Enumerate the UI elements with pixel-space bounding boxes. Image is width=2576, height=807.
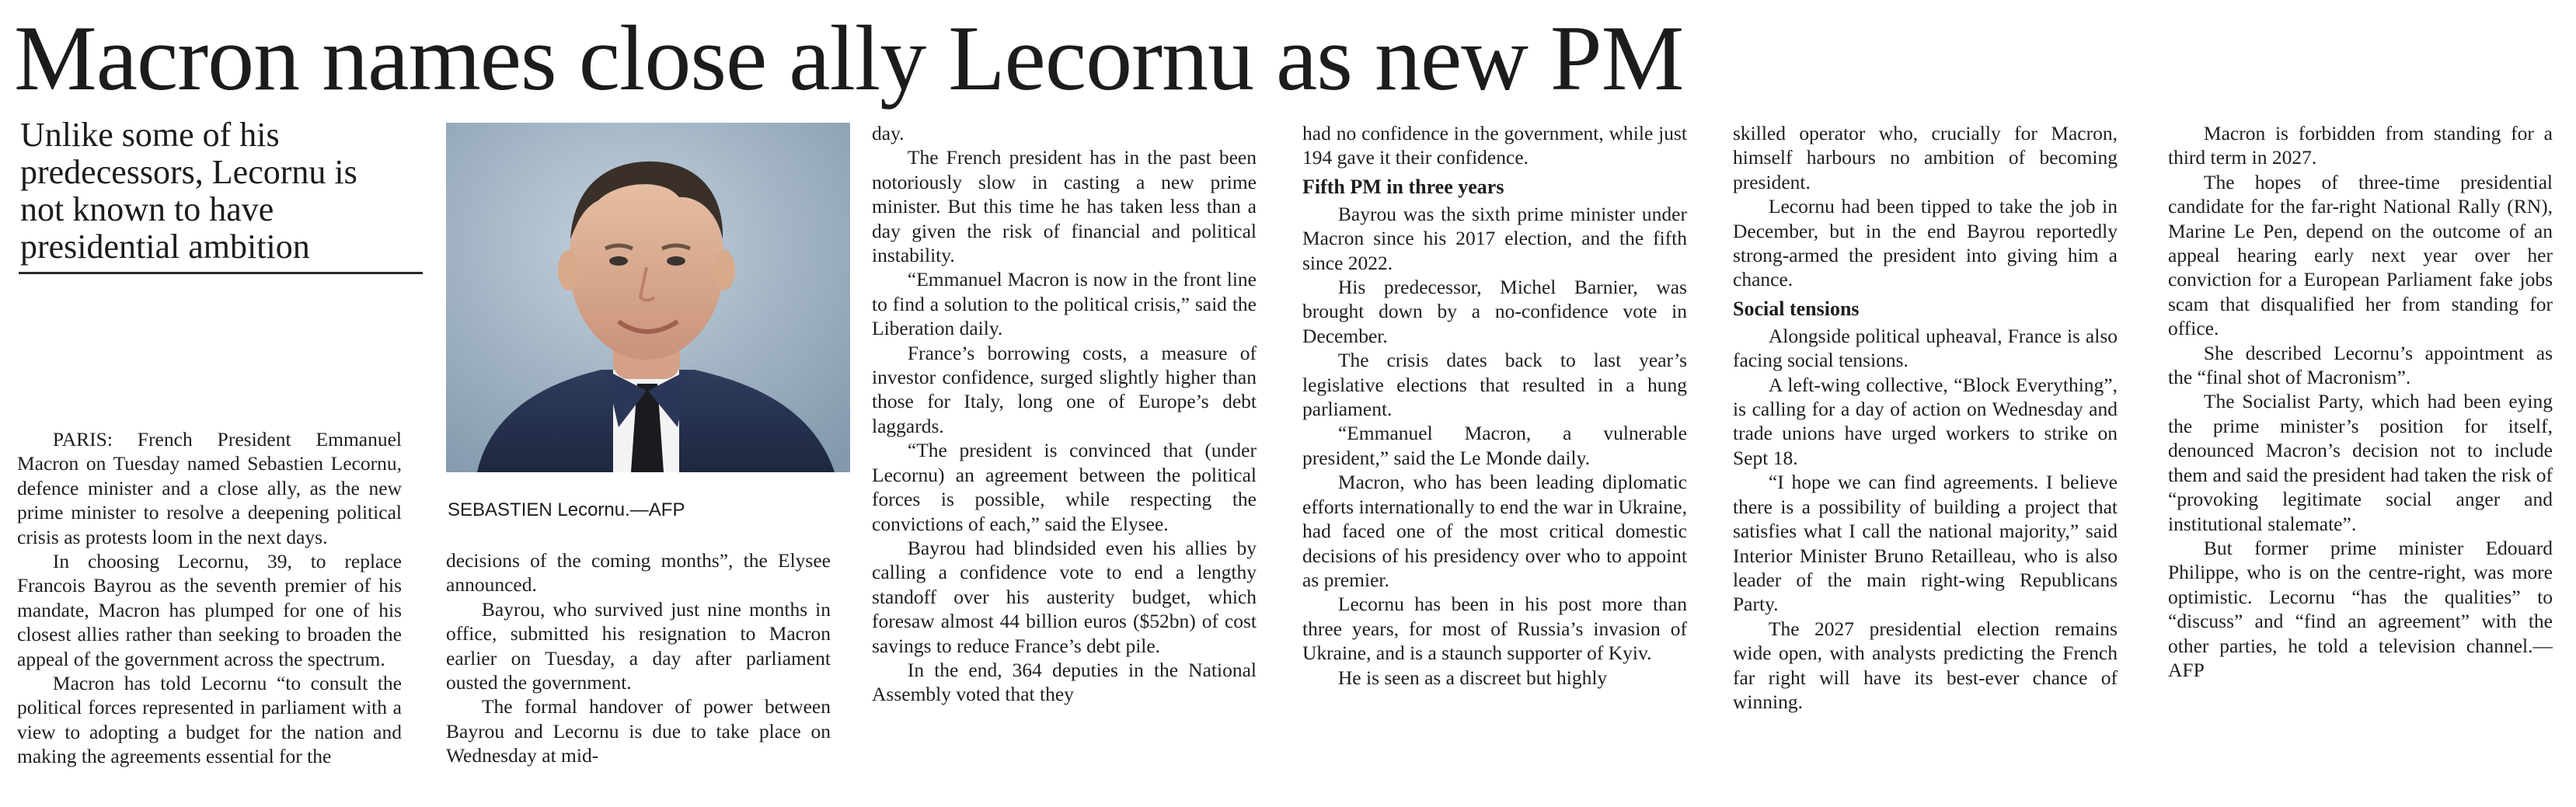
paragraph: Bayrou was the sixth prime minister under Macron since his 2017 election, and the fifth since 2022. (1302, 202, 1687, 274)
paragraph: Alongside political upheaval, France is also facing social tensions. (1733, 324, 2118, 372)
paragraph: decisions of the coming months”, the Elysee announced. (446, 549, 831, 597)
article-column-5 (1733, 121, 2118, 714)
paragraph: PARIS: French President Emmanuel Macron on Tuesday named Sebastien Lecornu, defence minister and a close ally, as the new prime minister to resolve a deepening political crisis as protests loom in the next days. (17, 428, 402, 548)
paragraph: Macron is forbidden from standing for a third term in 2027. (2168, 122, 2553, 169)
paragraph: Macron, who has been leading diplomatic efforts internationally to end the war in Ukraine, had faced one of the most critical domestic decisions of his presidency over who to appoint as premier. (1302, 471, 1687, 591)
paragraph: skilled operator who, crucially for Macron, himself harbours no ambition of becoming president. (1733, 122, 2118, 193)
paragraph: But former prime minister Edouard Philippe, who is on the centre-right, was more optimistic. Lecornu “has the qualities” to “discuss” and “find an agreement” with the other parties, he told a television channel.—AFP (2168, 536, 2553, 681)
paragraph: The 2027 presidential election remains wide open, with analysts predicting the French far right will have its best-ever chance of winning. (1733, 617, 2118, 713)
paragraph: Lecornu had been tipped to take the job in December, but in the end Bayrou reportedly strong-armed the president into giving him a chance. (1733, 195, 2118, 291)
article-column-6 (2168, 121, 2553, 682)
paragraph: had no confidence in the government, while just 194 gave it their confidence. (1302, 122, 1687, 169)
paragraph: The formal handover of power between Bayrou and Lecornu is due to take place on Wednesday at mid- (446, 695, 831, 767)
article-column-2 (446, 548, 831, 768)
paragraph: Lecornu has been in his post more than three years, for most of Russia’s invasion of Ukraine, and is a staunch supporter of Kyiv. (1302, 593, 1687, 665)
paragraph: The French president has in the past been notoriously slow in casting a new prime minister. But this time he has taken less than a day given the risk of financial and political instability. (872, 146, 1257, 267)
section-subhead: Fifth PM in three years (1302, 175, 1504, 198)
portrait-photo (446, 123, 850, 472)
deck-divider (19, 272, 423, 274)
paragraph: “I hope we can find agreements. I believe there is a possibility of building a project that satisfies what I call the national majority,” said Interior Minister Bruno Retailleau, who is also leader of the main right-wing Republicans Party. (1733, 471, 2118, 616)
paragraph: In the end, 364 deputies in the National Assembly voted that they (872, 658, 1257, 706)
article-column-4 (1302, 121, 1687, 690)
paragraph: day. (872, 122, 905, 144)
paragraph: The hopes of three-time presidential candidate for the far-right National Rally (RN), Marine Le Pen, depend on the outcome of an appeal hearing early next year over her conviction for a European Parliament fake jobs scam that disqualified her from standing for office. (2168, 170, 2553, 340)
photo-caption: SEBASTIEN Lecornu.—AFP (448, 499, 685, 520)
paragraph: Macron has told Lecornu “to consult the political forces represented in parliament with a view to adopting a budget for the nation and making the agreements essential for the (17, 672, 402, 768)
paragraph: In choosing Lecornu, 39, to replace Francois Bayrou as the seventh premier of his mandate, Macron has plumped for one of his closest allies rather than seeking to broaden the appeal of the government across the spectrum. (17, 550, 402, 670)
paragraph: “The president is convinced that (under Lecornu) an agreement between the political forces is possible, while respecting the convictions of each,” said the Elysee. (872, 439, 1257, 535)
paragraph: France’s borrowing costs, a measure of investor confidence, surged slightly higher than those for Italy, long one of Europe’s debt laggards. (872, 341, 1257, 437)
paragraph: She described Lecornu’s appointment as the “final shot of Macronism”. (2168, 341, 2553, 389)
paragraph: His predecessor, Michel Barnier, was brought down by a no-confidence vote in December. (1302, 276, 1687, 347)
paragraph: Bayrou, who survived just nine months in office, submitted his resignation to Macron earlier on Tuesday, a day after parliament ousted the government. (446, 597, 831, 694)
article-column-3 (872, 121, 1257, 707)
paragraph: He is seen as a discreet but highly (1337, 666, 1608, 689)
paragraph: “Emmanuel Macron, a vulnerable president,” said the Le Monde daily. (1302, 422, 1687, 469)
deck-subheadline: Unlike some of his predecessors, Lecornu is not known to have presidential ambition (20, 116, 357, 266)
paragraph: Bayrou had blindsided even his allies by calling a confidence vote to end a lengthy standoff over his austerity budget, which foresaw almost 44 billion euros ($52bn) of cost savings to reduce France’s debt pile. (872, 536, 1257, 657)
section-subhead: Social tensions (1733, 297, 1860, 320)
article-column-1 (17, 427, 402, 769)
paragraph: A left-wing collective, “Block Everything”, is calling for a day of action on Wednesday and trade unions have urged workers to strike on Sept 18. (1733, 373, 2118, 469)
paragraph: The crisis dates back to last year’s legislative elections that resulted in a hung parliament. (1302, 349, 1687, 421)
headline: Macron names close ally Lecornu as new PM (14, 6, 1684, 110)
portrait-illustration (446, 123, 850, 472)
paragraph: The Socialist Party, which had been eying the prime minister’s position for itself, denounced Macron’s decision not to include them and said the president had taken the risk of “provoking legitimate social anger and institutional stalemate”. (2168, 390, 2553, 535)
paragraph: “Emmanuel Macron is now in the front line to find a solution to the political crisis,” said the Liberation daily. (872, 268, 1257, 340)
